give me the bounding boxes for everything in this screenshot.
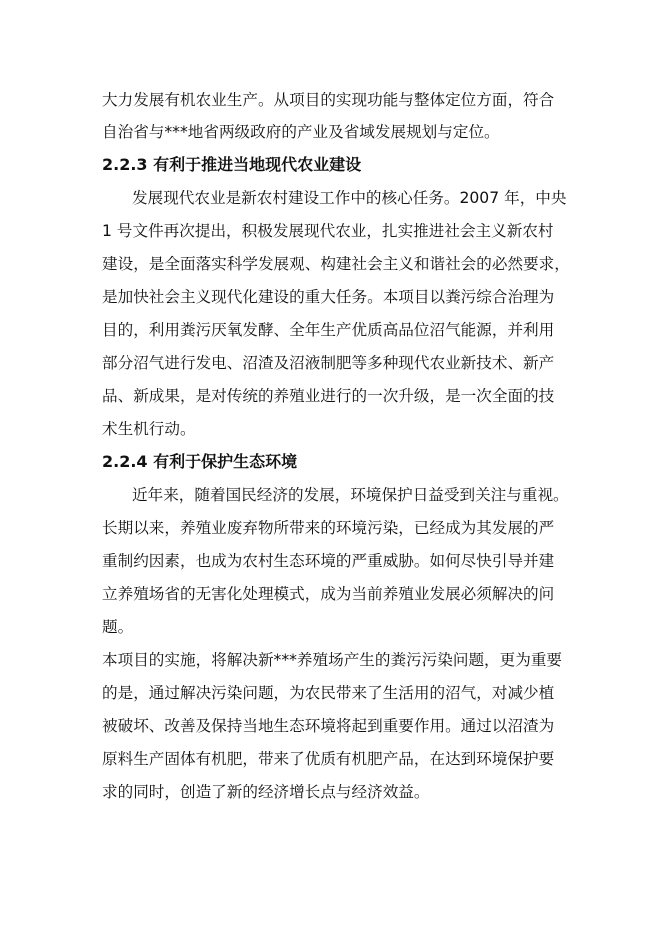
section-224-line-6: 本项目的实施，将解决新***养殖场产生的粪污污染问题，更为重要 [102,651,563,669]
section-224-line-9: 原料生产固体有机肥，带来了优质有机肥产品，在达到环境保护要 [102,750,555,768]
section-224-line-8: 被破坏、改善及保持当地生态环境将起到重要作用。通过以沼渣为 [102,717,555,735]
section-224-line-3: 重制约因素，也成为农村生态环境的严重威胁。如何尽快引导并建 [102,552,555,570]
section-224-line-7: 的是，通过解决污染问题，为农民带来了生活用的沼气，对减少植 [102,684,555,702]
section-223-line-3: 建设，是全面落实科学发展观、构建社会主义和谐社会的必然要求， [102,255,570,273]
section-223-line-8: 术生机行动。 [102,420,196,438]
section-223-line-6: 部分沼气进行发电、沼渣及沼液制肥等多种现代农业新技术、新产 [102,354,555,372]
section-224-heading: 2.2.4 有利于保护生态环境 [102,452,298,471]
section-223-line-5: 目的，利用粪污厌氧发酵、全年生产优质高品位沼气能源，并利用 [102,321,555,339]
section-223-heading: 2.2.3 有利于推进当地现代农业建设 [102,155,362,174]
intro-line-1: 大力发展有机农业生产。从项目的实现功能与整体定位方面，符合 [102,91,555,109]
section-224-line-1: 近年来，随着国民经济的发展，环境保护日益受到关注与重视。 [132,486,569,504]
section-223-line-4: 是加快社会主义现代化建设的重大任务。本项目以粪污综合治理为 [102,288,555,306]
intro-line-2: 自治省与***地省两级政府的产业及省域发展规划与定位。 [102,123,500,141]
section-224-line-4: 立养殖场省的无害化处理模式，成为当前养殖业发展必须解决的问 [102,585,555,603]
section-223-line-2: 1 号文件再次提出，积极发展现代农业，扎实推进社会主义新农村 [102,222,554,240]
section-223-line-7: 品、新成果，是对传统的养殖业进行的一次升级，是一次全面的技 [102,387,555,405]
section-223-line-1: 发展现代农业是新农村建设工作中的核心任务。2007 年，中央 [132,189,567,207]
section-224-line-5: 题。 [102,618,134,636]
section-224-line-2: 长期以来，养殖业废弃物所带来的环境污染，已经成为其发展的严 [102,519,555,537]
section-224-line-10: 求的同时，创造了新的经济增长点与经济效益。 [102,783,430,801]
